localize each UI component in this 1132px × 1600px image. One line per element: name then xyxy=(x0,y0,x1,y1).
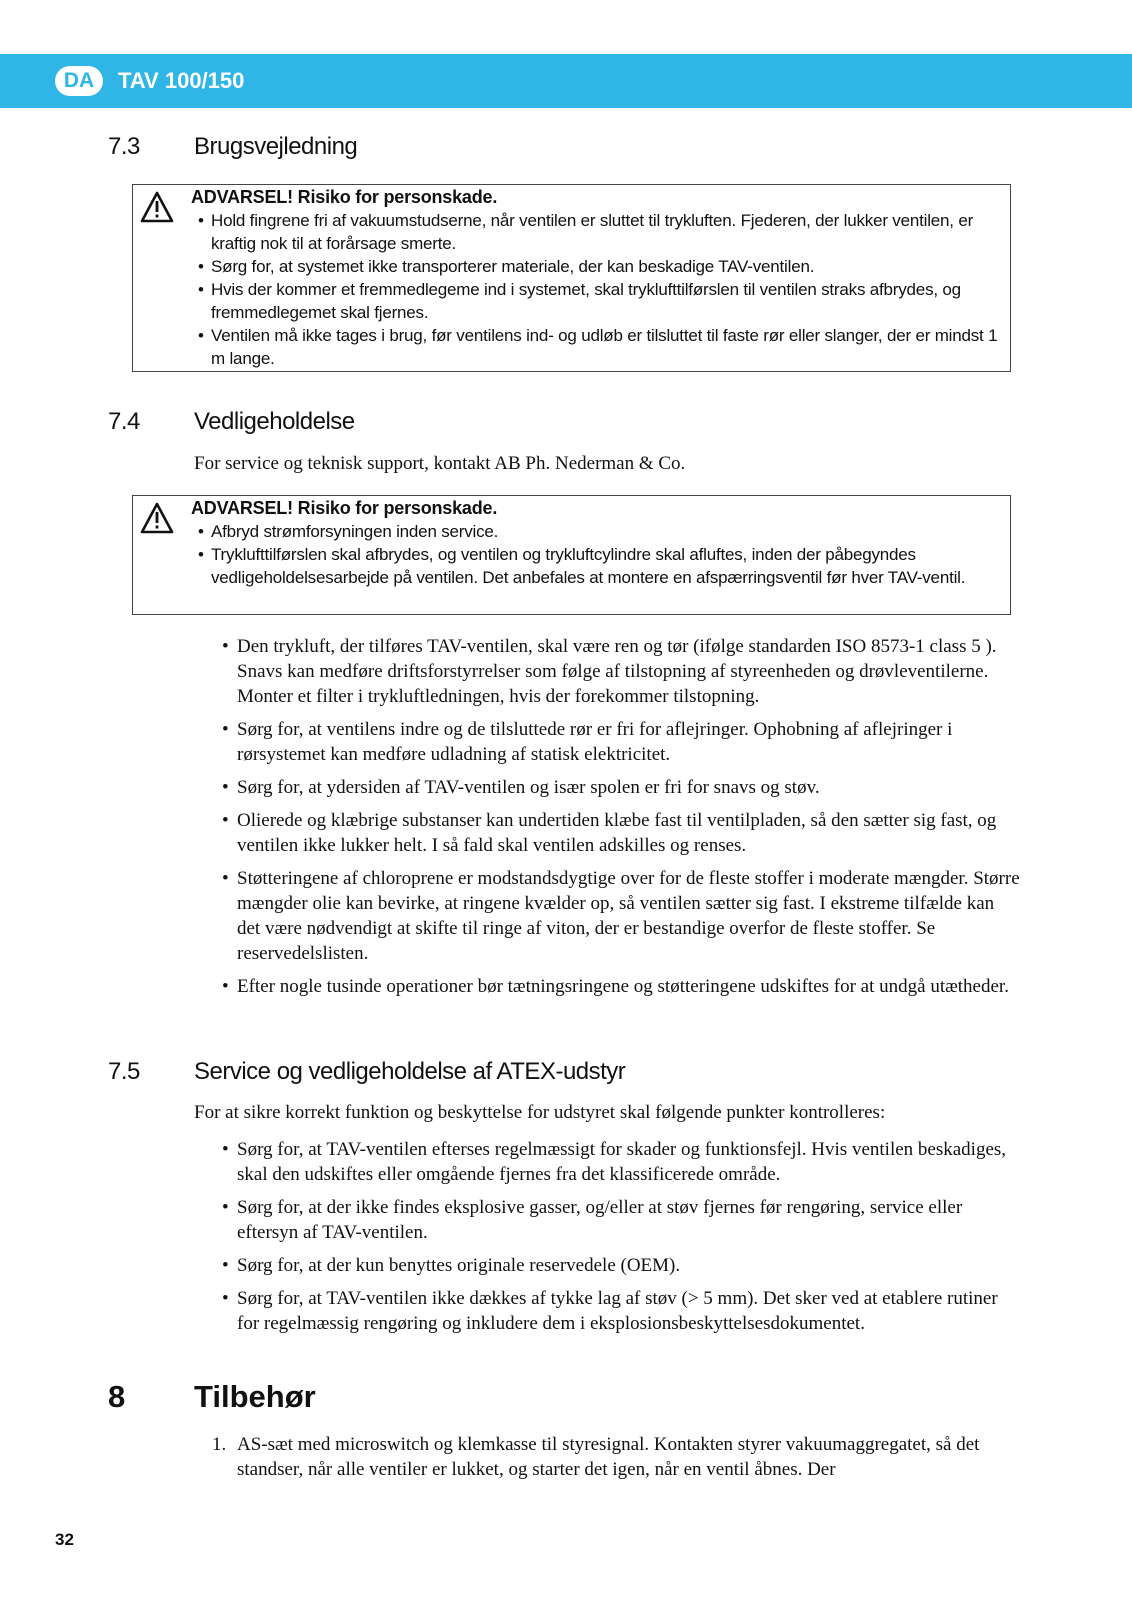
list-item: • Sørg for, at der kun benyttes originale reservedele (OEM). xyxy=(222,1253,1022,1278)
warning-title: ADVARSEL! Risiko for personskade. xyxy=(191,187,498,207)
warning-content xyxy=(191,186,1008,370)
section-number-7-5: 7.5 xyxy=(108,1058,140,1085)
list-item-text: AS-sæt med microswitch og klemkasse til styresignal. Kontakten styrer vakuumaggregatet, så det standser, når alle ventiler er lukket, og starter det igen, når en ventil åbnes. Der xyxy=(237,1434,980,1480)
warning-triangle-icon xyxy=(140,502,174,534)
warning-title: ADVARSEL! Risiko for personskade. xyxy=(191,498,498,518)
chapter-title-8: Tilbehør xyxy=(194,1379,316,1414)
list-item: • Efter nogle tusinde operationer bør tætningsringene og støtteringene udskiftes for at undgå utætheder. xyxy=(222,974,1022,999)
accessories-numbered-list xyxy=(212,1432,1024,1482)
list-item: • Sørg for, at ydersiden af TAV-ventilen og især spolen er fri for snavs og støv. xyxy=(222,775,1022,800)
list-item: • Olierede og klæbrige substanser kan undertiden klæbe fast til ventilpladen, så den sætter sig fast, og ventilen ikke lukker helt. I så fald skal ventilen adskilles og renses. xyxy=(222,808,1022,858)
maintenance-bullet-list xyxy=(222,634,1022,1007)
section-intro-7-4: For service og teknisk support, kontakt AB Ph. Nederman & Co. xyxy=(194,453,686,474)
warning-item: • Hold fingrene fri af vakuumstudserne, når ventilen er sluttet til trykluften. Fjederen, der lukker ventilen, er kraftig nok til at forårsage smerte. xyxy=(191,209,1008,255)
warning-triangle-icon xyxy=(140,191,174,223)
list-item: • Sørg for, at ventilens indre og de tilsluttede rør er fri for aflejringer. Ophobning af aflejringer i rørsystemet kan medføre udladning af statisk elektricitet. xyxy=(222,717,1022,767)
list-item-number: 1. xyxy=(212,1434,227,1455)
atex-bullet-list xyxy=(222,1137,1022,1344)
section-title-7-3: Brugsvejledning xyxy=(194,133,358,160)
list-item: • Sørg for, at der ikke findes eksplosive gasser, og/eller at støv fjernes før rengøring, service eller eftersyn af TAV-ventilen. xyxy=(222,1195,1022,1245)
warning-box-7-3 xyxy=(132,184,1011,372)
language-badge: DA xyxy=(55,66,103,96)
warning-content xyxy=(191,497,1008,589)
list-item: • Sørg for, at TAV-ventilen efterses regelmæssigt for skader og funktionsfejl. Hvis ventilen beskadiges, skal den udskiftes eller omgående fjernes fra det klassificerede område. xyxy=(222,1137,1022,1187)
warning-item: • Hvis der kommer et fremmedlegeme ind i systemet, skal tryklufttilførslen til ventilen straks afbrydes, og fremmedlegemet skal fjernes. xyxy=(191,278,1008,324)
list-item: • Den trykluft, der tilføres TAV-ventilen, skal være ren og tør (ifølge standarden ISO 8573-1 class 5 ). Snavs kan medføre driftsforstyrrelser som følge af tilstopning af styreenheden og drøvleventilerne. Monter et filter i trykluftledningen, hvis der forekommer tilstopning. xyxy=(222,634,1022,709)
section-number-7-4: 7.4 xyxy=(108,408,140,435)
page-number: 32 xyxy=(55,1530,74,1549)
list-item xyxy=(212,1432,1024,1482)
section-number-7-3: 7.3 xyxy=(108,133,140,160)
warning-item: • Ventilen må ikke tages i brug, før ventilens ind- og udløb er tilsluttet til faste rør eller slanger, der er mindst 1 m lange. xyxy=(191,324,1008,370)
section-title-7-5: Service og vedligeholdelse af ATEX-udstyr xyxy=(194,1058,626,1085)
section-intro-7-5: For at sikre korrekt funktion og beskyttelse for udstyret skal følgende punkter kontrolleres: xyxy=(194,1102,886,1123)
section-title-7-4: Vedligeholdelse xyxy=(194,408,355,435)
warning-item: • Afbryd strømforsyningen inden service. xyxy=(191,520,1008,543)
warning-box-7-4 xyxy=(132,495,1011,615)
warning-item: • Tryklufttilførslen skal afbrydes, og ventilen og trykluftcylindre skal afluftes, inden der påbegyndes vedligeholdelsesarbejde på ventilen. Det anbefales at montere en afspærringsventil før hver TAV-ventil. xyxy=(191,543,1008,589)
list-item: • Støtteringene af chloroprene er modstandsdygtige over for de fleste stoffer i moderate mængder. Større mængder olie kan bevirke, at ringene kvælder op, så ventilen sætter sig fast. I ekstreme tilfælde kan det være nødvendigt at skifte til ringe af viton, der er bestandige overfor de fleste stoffer. Se reservedelslisten. xyxy=(222,866,1022,966)
document-title: TAV 100/150 xyxy=(118,68,245,93)
chapter-number-8: 8 xyxy=(108,1379,126,1414)
list-item: • Sørg for, at TAV-ventilen ikke dækkes af tykke lag af støv (> 5 mm). Det sker ved at etablere rutiner for regelmæssig rengøring og inkludere dem i eksplosionsbeskyttelsesdokumentet. xyxy=(222,1286,1022,1336)
warning-item: • Sørg for, at systemet ikke transporterer materiale, der kan beskadige TAV-ventilen. xyxy=(191,255,1008,278)
